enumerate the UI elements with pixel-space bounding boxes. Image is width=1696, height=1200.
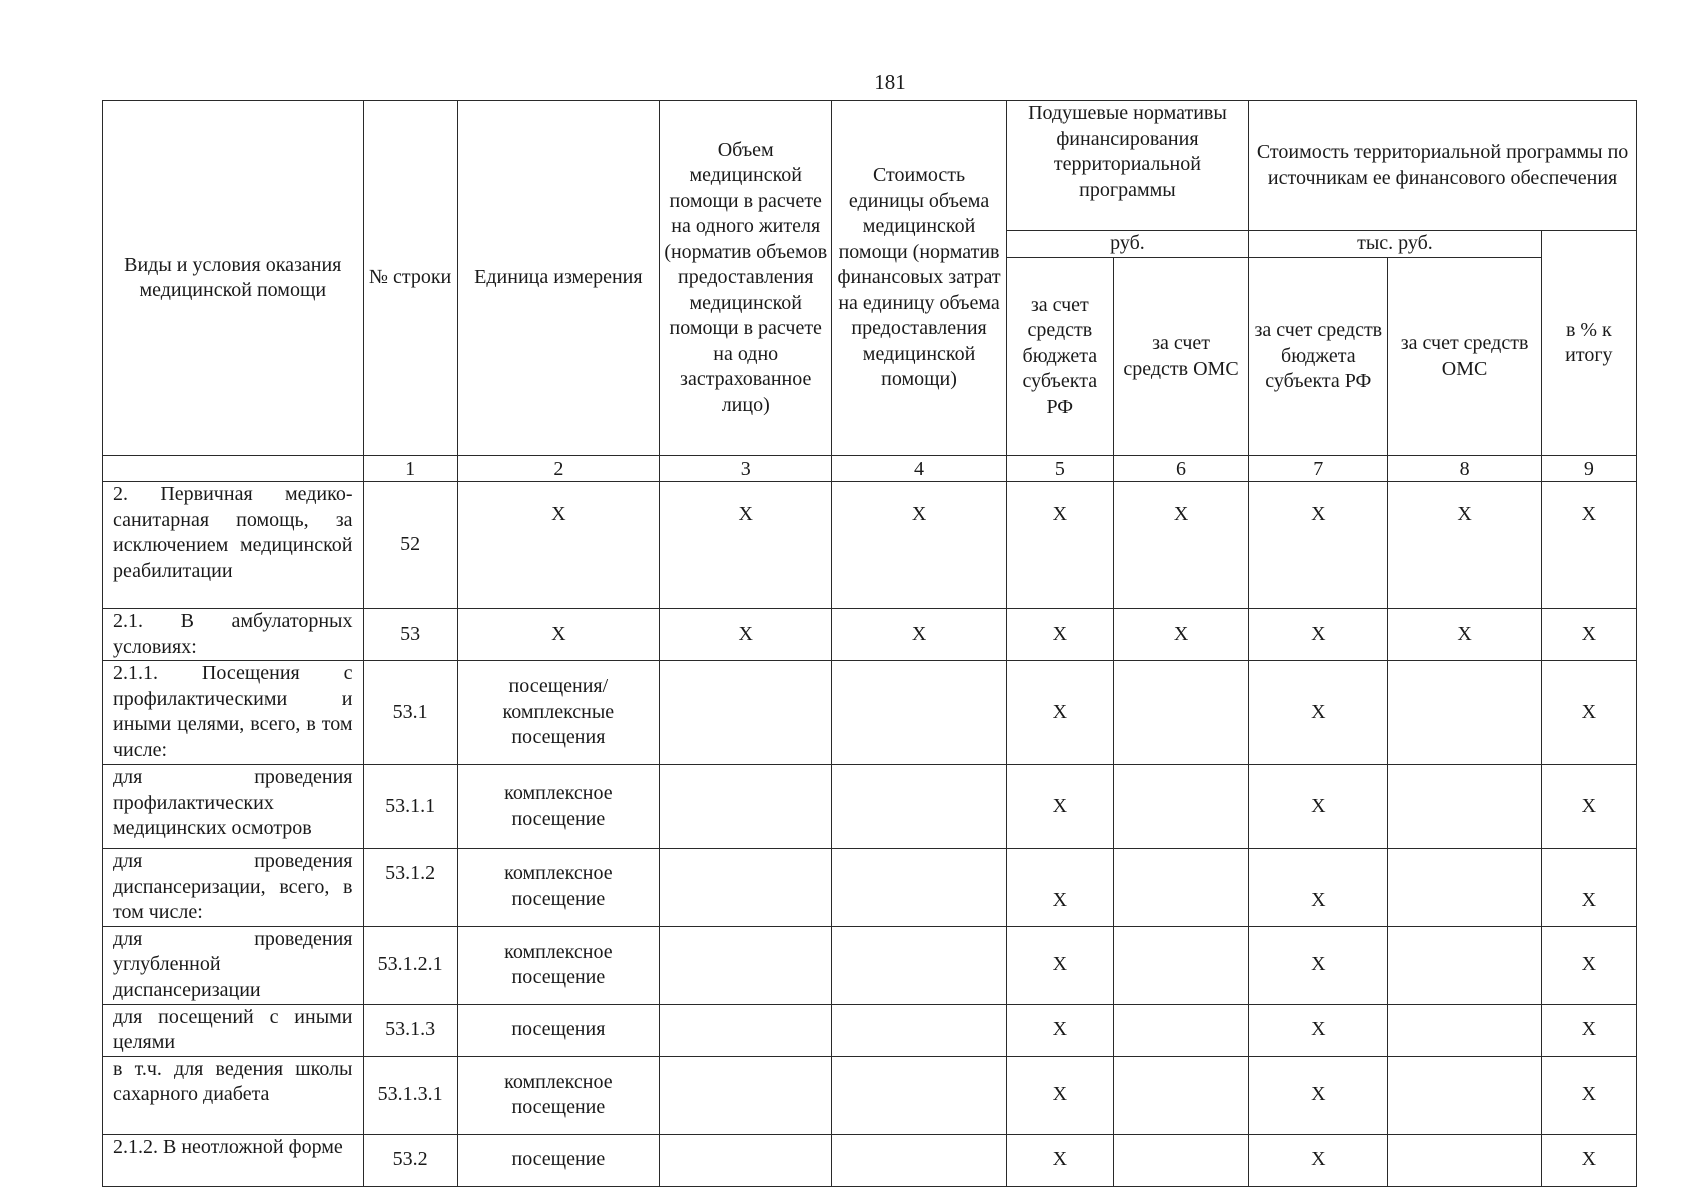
row-unit: посещения/ комплексные посещения [457,661,659,765]
column-numbers-row [103,456,1637,482]
row-cell: Х [1006,609,1113,661]
column-number: 5 [1006,456,1113,482]
table-row [103,765,1637,849]
row-cell [832,1004,1006,1056]
row-cell [660,1056,832,1134]
row-cell [1113,661,1248,765]
column-number: 1 [363,456,457,482]
table-row [103,849,1637,927]
row-label: 2.1. В амбулаторных условиях: [103,609,364,661]
row-cell [660,926,832,1004]
row-number: 53.1.3.1 [363,1056,457,1134]
row-unit: комплексное посещение [457,926,659,1004]
row-label: для проведения диспансеризации, всего, в том числе: [103,849,364,927]
row-cell [1113,1134,1248,1186]
row-cell: Х [1006,661,1113,765]
row-cell [1113,1004,1248,1056]
row-unit: комплексное посещение [457,1056,659,1134]
row-label: 2.1.1. Посещения с профилактическими и иными целями, всего, в том числе: [103,661,364,765]
header-oms-8: за счет средств ОМС [1388,258,1541,456]
row-cell: Х [1006,1056,1113,1134]
header-unit: Единица измерения [457,101,659,456]
row-cell: Х [1541,1056,1636,1134]
row-unit: Х [457,609,659,661]
row-cell: Х [1541,765,1636,849]
table-row [103,1134,1637,1186]
row-cell: Х [1541,1004,1636,1056]
row-cell: Х [660,609,832,661]
row-cell [832,765,1006,849]
row-cell: Х [1388,482,1541,609]
header-kind: Виды и условия оказания медицинской помощи [103,101,364,456]
row-cell: Х [1541,926,1636,1004]
row-number: 53.1.2 [363,849,457,927]
row-unit: комплексное посещение [457,849,659,927]
row-cell: Х [1541,849,1636,927]
header-budget-7: за счет средств бюджета субъекта РФ [1249,258,1388,456]
row-cell: Х [660,482,832,609]
header-oms: за счет средств ОМС [1113,258,1248,456]
column-number: 4 [832,456,1006,482]
row-cell: Х [1249,1004,1388,1056]
row-cell: Х [1006,849,1113,927]
row-cell [832,849,1006,927]
row-cell: Х [1006,482,1113,609]
row-cell: Х [1388,609,1541,661]
column-number: 6 [1113,456,1248,482]
row-label: 2.1.2. В неотложной форме [103,1134,364,1186]
row-cell: Х [1541,661,1636,765]
row-label: в т.ч. для ведения школы сахарного диабета [103,1056,364,1134]
row-cell [832,926,1006,1004]
header-cost: Стоимость единицы объема медицинской помощи (норматив финансовых затрат на единицу объема предоставления медицинской помощи) [832,101,1006,456]
row-number: 53.1.1 [363,765,457,849]
row-label: для посещений с иными целями [103,1004,364,1056]
table-row [103,609,1637,661]
row-cell [832,1056,1006,1134]
row-label: 2. Первичная медико-санитарная помощь, за исключением медицинской реабилитации [103,482,364,609]
row-number: 53.1.3 [363,1004,457,1056]
row-cell [1388,765,1541,849]
header-percent: в % к итогу [1541,231,1636,456]
row-cell [660,849,832,927]
row-cell: Х [1249,609,1388,661]
row-cell: Х [1249,765,1388,849]
row-cell: Х [1249,661,1388,765]
row-cell: Х [832,609,1006,661]
table-row [103,1004,1637,1056]
page-number: 181 [874,70,906,94]
table-row [103,1056,1637,1134]
row-cell [660,661,832,765]
row-cell: Х [1006,1134,1113,1186]
row-cell [1388,1056,1541,1134]
row-cell [660,1004,832,1056]
row-unit: Х [457,482,659,609]
row-cell: Х [1249,482,1388,609]
row-cell [1113,849,1248,927]
header-row-no: № строки [363,101,457,456]
row-cell: Х [1249,1056,1388,1134]
row-cell: Х [1006,1004,1113,1056]
row-cell: Х [1006,926,1113,1004]
row-cell: Х [1541,482,1636,609]
row-number: 53 [363,609,457,661]
row-unit: посещение [457,1134,659,1186]
row-label: для проведения профилактических медицинских осмотров [103,765,364,849]
row-cell: Х [1249,849,1388,927]
column-number: 3 [660,456,832,482]
row-cell: Х [1541,1134,1636,1186]
row-cell [1388,1134,1541,1186]
row-cell: Х [832,482,1006,609]
header-unit-rub: руб. [1006,231,1248,258]
row-number: 52 [363,482,457,609]
column-number: 2 [457,456,659,482]
header-budget: за счет средств бюджета субъекта РФ [1006,258,1113,456]
row-cell [660,1134,832,1186]
row-cell [1388,849,1541,927]
column-number: 7 [1249,456,1388,482]
row-cell [1388,926,1541,1004]
row-cell: Х [1249,926,1388,1004]
row-cell [832,661,1006,765]
row-number: 53.1 [363,661,457,765]
column-number-blank [103,456,364,482]
row-label: для проведения углубленной диспансеризации [103,926,364,1004]
column-number: 9 [1541,456,1636,482]
table-row [103,661,1637,765]
header-unit-thousand-rub: тыс. руб. [1249,231,1542,258]
table-row [103,482,1637,609]
row-cell [1113,1056,1248,1134]
column-number: 8 [1388,456,1541,482]
header-per-capita: Подушевые нормативы финансирования территориальной программы [1006,101,1248,231]
row-cell [832,1134,1006,1186]
row-number: 53.1.2.1 [363,926,457,1004]
row-unit: комплексное посещение [457,765,659,849]
row-cell [1113,926,1248,1004]
row-number: 53.2 [363,1134,457,1186]
row-unit: посещения [457,1004,659,1056]
row-cell: Х [1113,482,1248,609]
row-cell: Х [1006,765,1113,849]
row-cell: Х [1541,609,1636,661]
row-cell: Х [1113,609,1248,661]
table-row [103,926,1637,1004]
row-cell [1388,1004,1541,1056]
row-cell [660,765,832,849]
row-cell [1388,661,1541,765]
row-cell: Х [1249,1134,1388,1186]
header-volume: Объем медицинской помощи в расчете на одного жителя (норматив объемов предоставления медицинской помощи в расчете на одно застрахованное лицо) [660,101,832,456]
financing-table [102,100,1637,1187]
row-cell [1113,765,1248,849]
header-program-cost: Стоимость территориальной программы по источникам ее финансового обеспечения [1249,101,1637,231]
